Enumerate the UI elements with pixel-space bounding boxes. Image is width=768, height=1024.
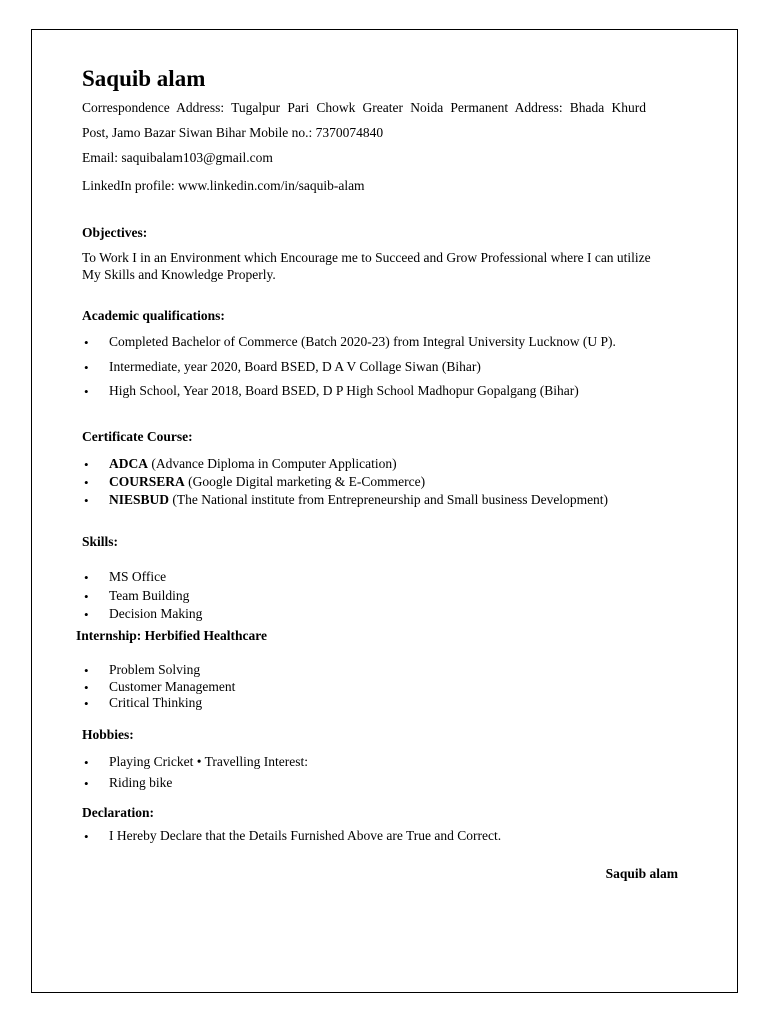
hobby-item: Playing Cricket • Travelling Interest: <box>109 754 308 769</box>
declaration-item: I Hereby Declare that the Details Furnished Above are True and Correct. <box>109 828 502 843</box>
bullet: • <box>84 776 89 791</box>
certificates-heading: Certificate Course: <box>82 429 193 444</box>
hobbies-heading: Hobbies: <box>82 727 134 742</box>
bullet: • <box>84 589 89 604</box>
resume-page <box>31 29 738 993</box>
bullet: • <box>84 829 89 844</box>
signature-name: Saquib alam <box>605 866 678 881</box>
bullet: • <box>84 360 89 375</box>
certificate-name: COURSERA <box>109 474 185 489</box>
skills-heading: Skills: <box>82 534 119 549</box>
internship-item: Critical Thinking <box>109 695 203 710</box>
internship-item: Problem Solving <box>109 662 201 677</box>
academic-item: Intermediate, year 2020, Board BSED, D A V Collage Siwan (Bihar) <box>109 359 481 374</box>
academic-heading: Academic qualifications: <box>82 308 225 323</box>
certificate-item <box>109 456 397 472</box>
address-line-2: Post, Jamo Bazar Siwan Bihar Mobile no.: 7370074840 <box>82 125 384 140</box>
certificate-desc: (The National institute from Entrepreneurship and Small business Development) <box>169 492 609 507</box>
declaration-heading: Declaration: <box>82 805 154 820</box>
certificate-name: ADCA <box>109 456 148 471</box>
certificate-item <box>109 474 425 490</box>
certificate-item <box>109 492 608 508</box>
bullet: • <box>84 663 89 678</box>
certificate-desc: (Google Digital marketing & E-Commerce) <box>184 474 426 489</box>
bullet: • <box>84 696 89 711</box>
candidate-name: Saquib alam <box>82 66 206 91</box>
bullet: • <box>84 570 89 585</box>
objectives-line-2: My Skills and Knowledge Properly. <box>82 267 276 282</box>
objectives-line-1: To Work I in an Environment which Encourage me to Succeed and Grow Professional where I can utilize <box>82 250 651 265</box>
certificate-desc: (Advance Diploma in Computer Application) <box>148 456 397 471</box>
objectives-heading: Objectives: <box>82 225 148 240</box>
address-line-1: Correspondence Address: Tugalpur Pari Chowk Greater Noida Permanent Address: Bhada Khurd <box>82 100 646 115</box>
academic-item: High School, Year 2018, Board BSED, D P High School Madhopur Gopalgang (Bihar) <box>109 383 579 398</box>
bullet: • <box>84 680 89 695</box>
bullet: • <box>84 755 89 770</box>
linkedin-line: LinkedIn profile: www.linkedin.com/in/saquib-alam <box>82 178 365 193</box>
hobby-item: Riding bike <box>109 775 173 790</box>
bullet: • <box>84 384 89 399</box>
internship-heading: Internship: Herbified Healthcare <box>76 628 267 643</box>
skill-item: MS Office <box>109 569 167 584</box>
bullet: • <box>84 335 89 350</box>
skill-item: Team Building <box>109 588 190 603</box>
certificate-name: NIESBUD <box>109 492 170 507</box>
skill-item: Decision Making <box>109 606 203 621</box>
bullet: • <box>84 457 89 472</box>
internship-item: Customer Management <box>109 679 236 694</box>
bullet: • <box>84 475 89 490</box>
bullet: • <box>84 607 89 622</box>
bullet: • <box>84 493 89 508</box>
email-line: Email: saquibalam103@gmail.com <box>82 150 273 165</box>
academic-item: Completed Bachelor of Commerce (Batch 2020-23) from Integral University Lucknow (U P). <box>109 334 616 349</box>
